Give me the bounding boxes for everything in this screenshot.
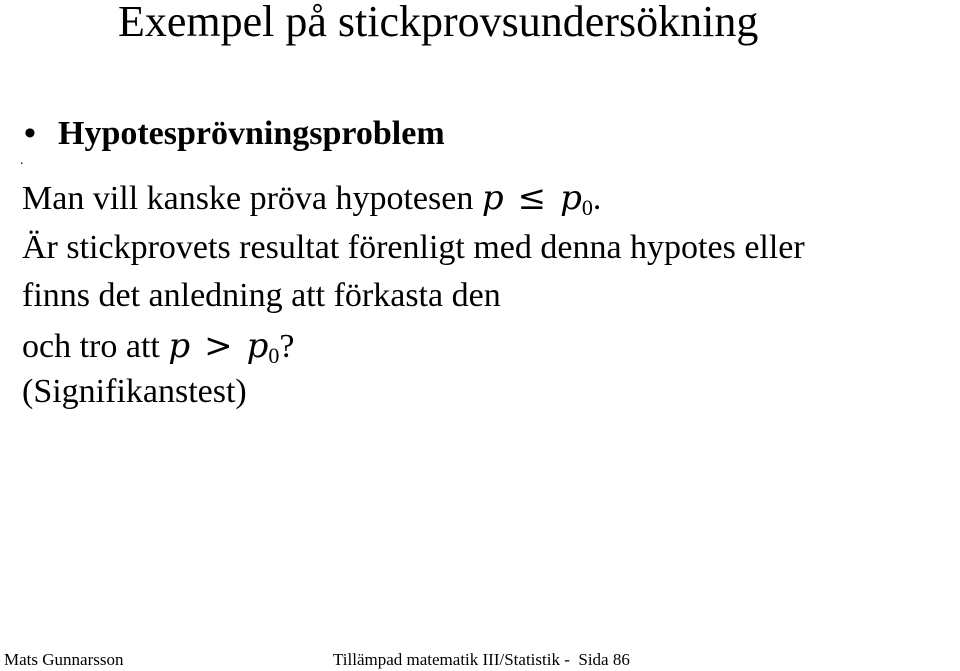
bullet-item-hypothesis [24,114,445,154]
body-line-3: finns det anledning att förkasta den [22,277,501,314]
math-subscript-0: 0 [581,195,593,220]
footer-course-page: Tillämpad matematik III/Statistik - Sida 86 [333,650,630,669]
body-line-1 [22,178,601,228]
body-line-4 [22,326,294,376]
bullet-icon: • [24,115,36,152]
math-var-p: p [481,178,504,218]
footer-author: Mats Gunnarsson [4,650,124,669]
math-gt-operator: > [204,326,233,366]
math-subscript-0: 0 [268,343,280,368]
math-var-p0: p [246,326,269,366]
math-var-p0: p [560,178,582,218]
slide-title: Exempel på stickprovsundersökning [118,0,759,46]
small-mark: . [20,153,24,168]
body-line-2: Är stickprovets resultat förenligt med denna hypotes eller [22,229,805,266]
line4-text: och tro att [22,328,169,365]
math-leq-operator: ≤ [517,178,547,218]
bullet-heading: Hypotesprövningsproblem [58,115,445,152]
line1-text: Man vill kanske pröva hypotesen [22,180,482,217]
body-line-5: (Signifikanstest) [22,373,247,410]
line4-end: ? [279,328,295,365]
math-var-p: p [168,326,191,366]
line1-end: . [592,180,602,217]
